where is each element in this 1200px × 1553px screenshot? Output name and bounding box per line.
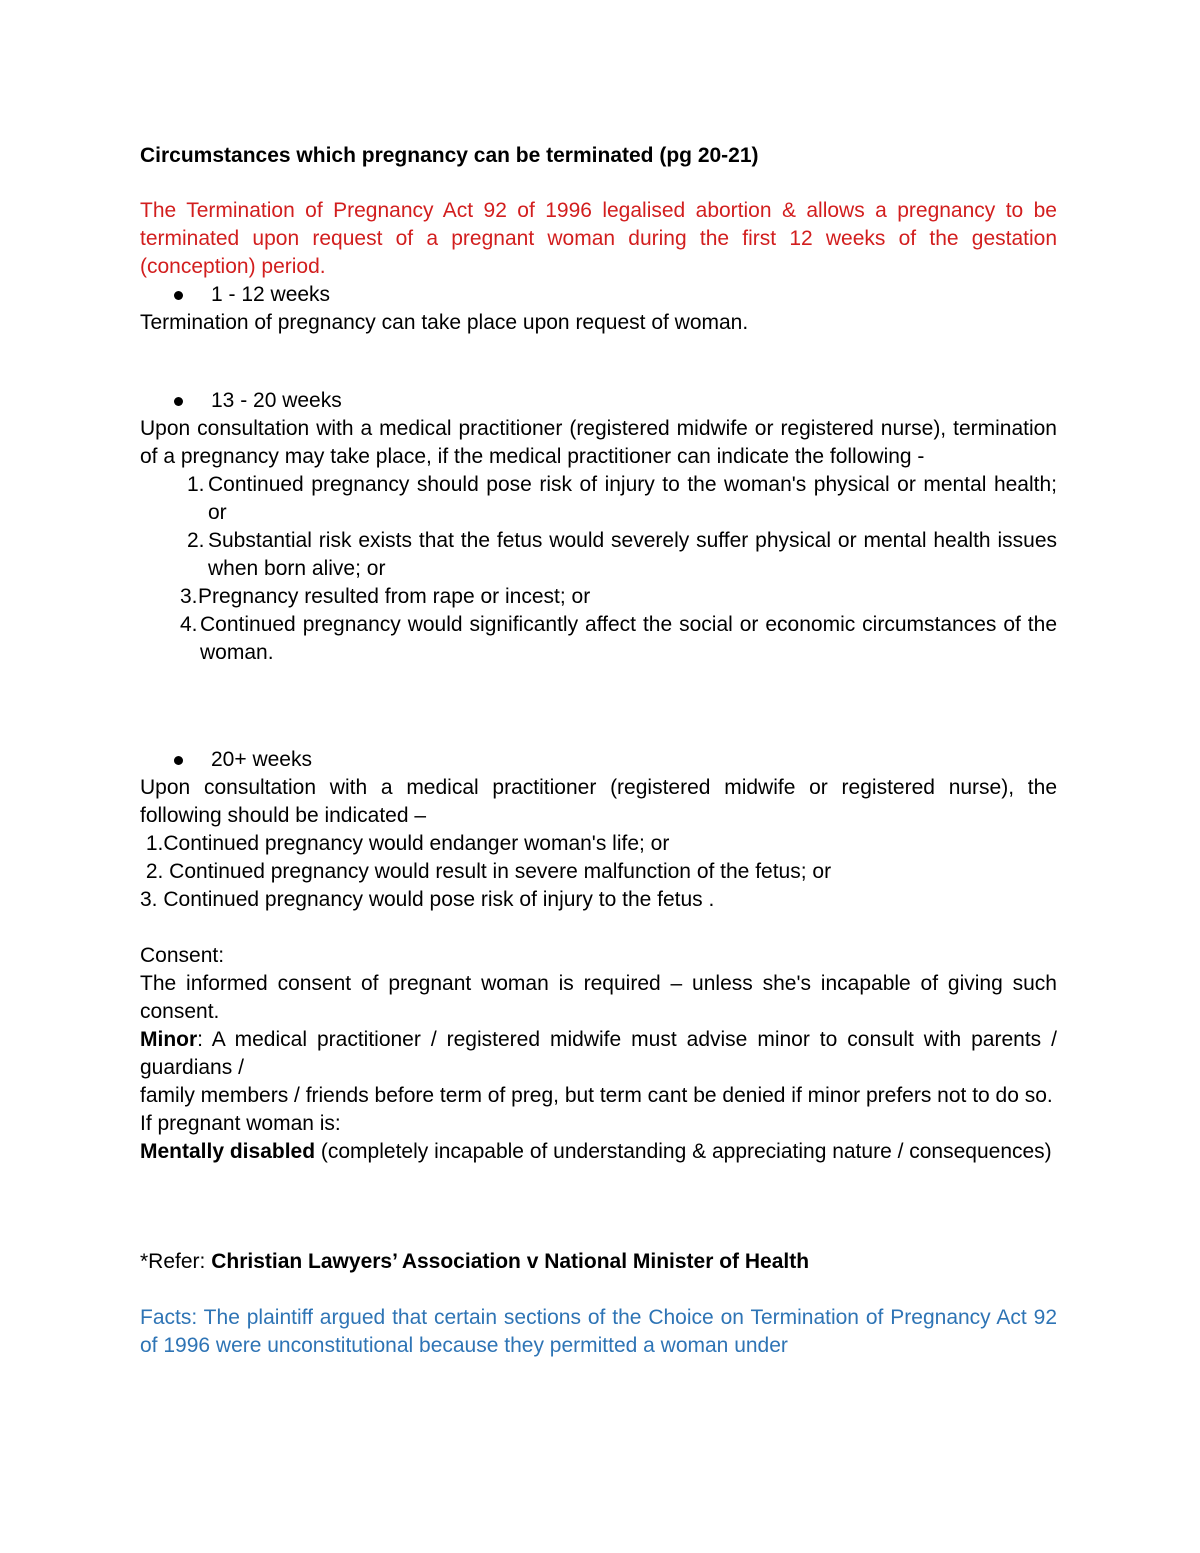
section3-text: Upon consultation with a medical practitioner (registered midwife or registered nurse), the following should be indicated – xyxy=(140,776,1057,827)
numbered-item: 1. Continued pregnancy should pose risk of injury to the woman's physical or mental health; or xyxy=(187,473,1057,524)
refer-line: *Refer: Christian Lawyers’ Association v National Minister of Health xyxy=(140,1250,810,1273)
list-item: 2. Continued pregnancy would result in severe malfunction of the fetus; or xyxy=(140,860,832,883)
consent-heading: Consent: xyxy=(140,944,225,967)
list-item: 3. Continued pregnancy would pose risk of injury to the fetus . xyxy=(140,888,715,911)
consent-text: The informed consent of pregnant woman is required – unless she's incapable of giving such consent. xyxy=(140,972,1057,1023)
minor-label: Minor xyxy=(140,1028,198,1051)
bullet-icon xyxy=(174,291,183,300)
minor-paragraph: Minor: A medical practitioner / registered midwife must advise minor to consult with parents / guardians / xyxy=(140,1028,1057,1079)
bullet-item-1-12-weeks xyxy=(140,281,1057,309)
bullet-item-20-plus-weeks xyxy=(140,746,1057,774)
section2-text: Upon consultation with a medical practitioner (registered midwife or registered nurse), termination of a pregnancy may take place, if the medical practitioner can indicate the following - xyxy=(140,417,1057,468)
bullet-label: 13 - 20 weeks xyxy=(211,389,342,412)
minor-paragraph-2: family members / friends before term of preg, but term cant be denied if minor prefers not to do so. xyxy=(140,1084,1053,1107)
list-item: 1.Continued pregnancy would endanger woman's life; or xyxy=(140,832,670,855)
section-13-20-weeks xyxy=(140,387,1057,667)
bullet-label: 20+ weeks xyxy=(211,748,312,771)
bullet-icon xyxy=(174,397,183,406)
if-pregnant-text: If pregnant woman is: xyxy=(140,1112,341,1135)
bullet-label: 1 - 12 weeks xyxy=(211,283,331,306)
page-title: Circumstances which pregnancy can be terminated (pg 20-21) xyxy=(140,144,759,167)
numbered-item: 3. Pregnancy resulted from rape or incest; or xyxy=(180,585,591,608)
disabled-label: Mentally disabled xyxy=(140,1140,316,1163)
bullet-item-13-20-weeks xyxy=(140,387,1057,415)
facts-paragraph: Facts: The plaintiff argued that certain sections of the Choice on Termination of Pregnancy Act 92 of 1996 were unconstitutional because they permitted a woman under xyxy=(140,1306,1057,1357)
intro-paragraph: The Termination of Pregnancy Act 92 of 1996 legalised abortion & allows a pregnancy to be terminated upon request of a pregnant woman during the first 12 weeks of the gestation (conception) period. xyxy=(140,199,1057,278)
facts-section xyxy=(140,1304,1057,1360)
mentally-disabled-paragraph: Mentally disabled (completely incapable of understanding & appreciating nature / consequences) xyxy=(140,1140,1052,1163)
bullet-icon xyxy=(174,756,183,765)
numbered-item: 2. Substantial risk exists that the fetus would severely suffer physical or mental health issues when born alive; or xyxy=(187,529,1057,580)
section1-text: Termination of pregnancy can take place upon request of woman. xyxy=(140,311,749,334)
numbered-item: 4. Continued pregnancy would significantly affect the social or economic circumstances of the woman. xyxy=(180,613,1057,664)
case-name: Christian Lawyers’ Association v National Minister of Health xyxy=(211,1250,810,1273)
section-20-plus-weeks xyxy=(140,746,1057,914)
consent-section xyxy=(140,942,1057,1166)
intro-section xyxy=(140,197,1057,337)
